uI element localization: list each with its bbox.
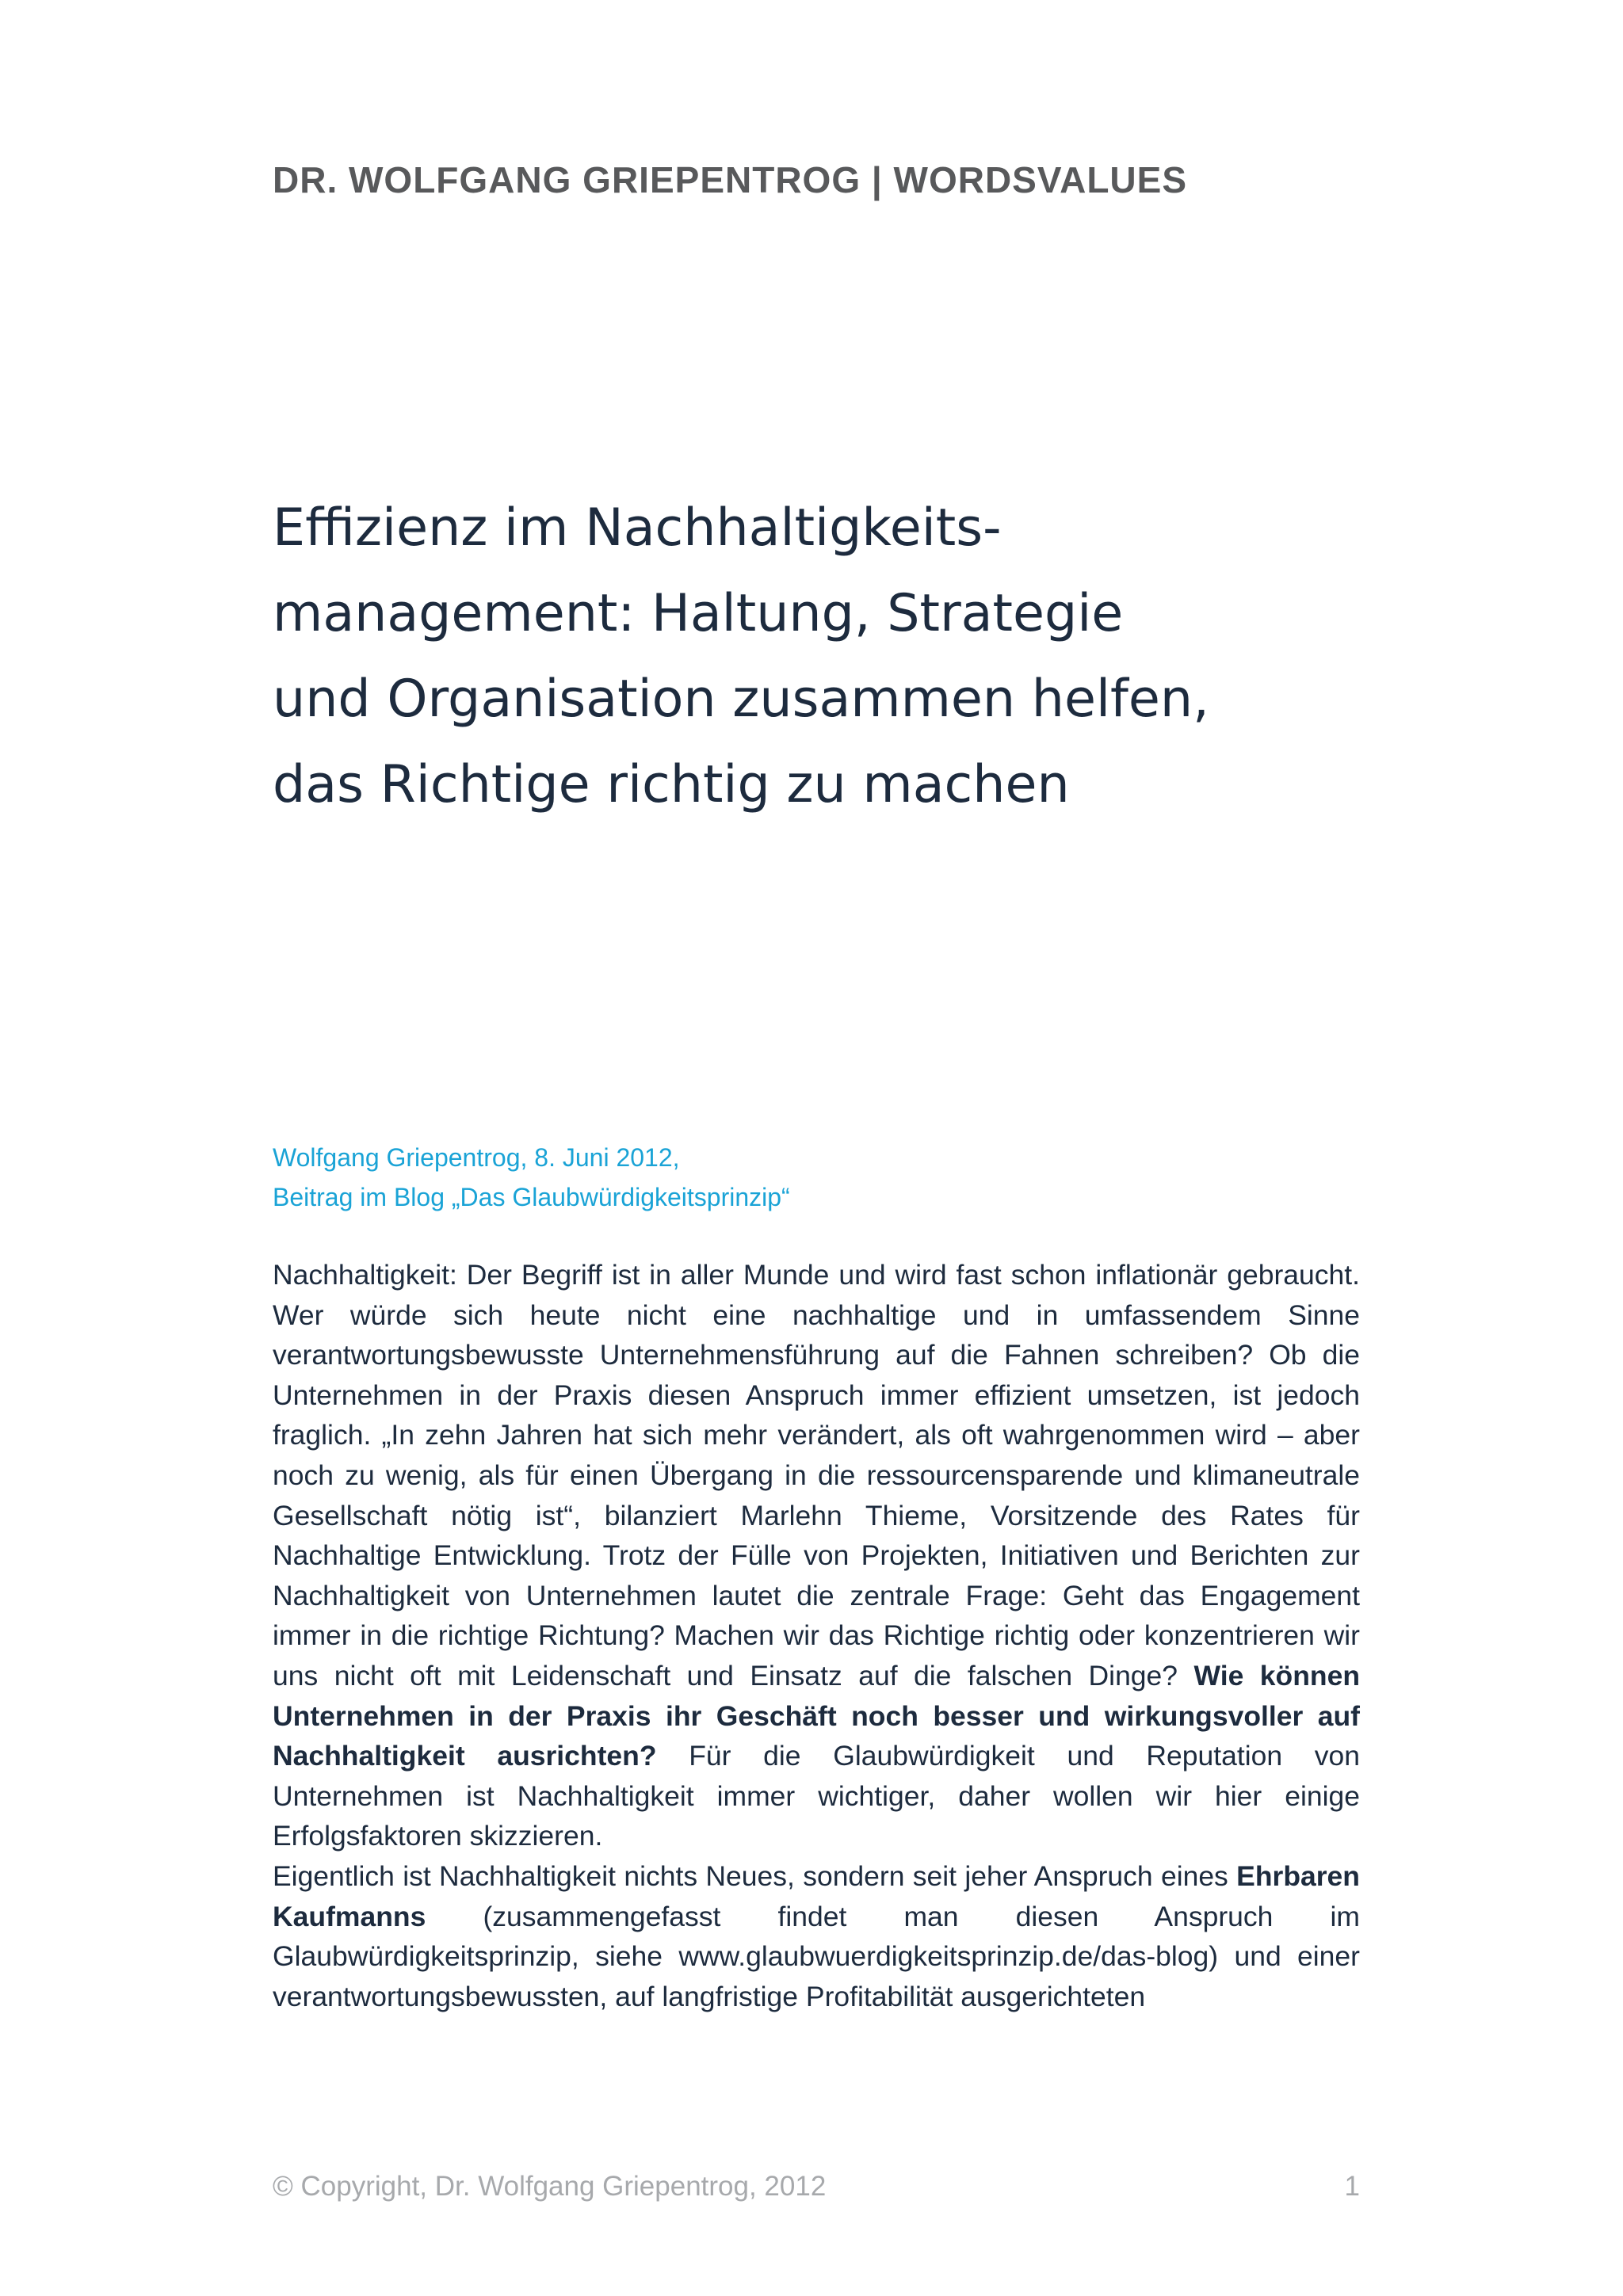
title-line: management: Haltung, Strategie [273,584,1124,643]
copyright-notice: © Copyright, Dr. Wolfgang Griepentrog, 2012 [273,2171,827,2202]
document-title [273,486,1382,828]
paragraph [273,1856,1360,2016]
title-line: Effizienz im Nachhaltigkeits- [273,498,1002,558]
paragraph-text: (zusammengefasst findet man diesen Anspruch im Glaubwürdigkeitsprinzip, siehe www.glaubwuerdigkeitsprinzip.de/das-blog) und einer verantwortungsbewussten, auf langfristige Profitabilität ausgerichteten [273,1900,1360,2012]
bold-question: Wie können Unternehmen in der Praxis ihr Geschäft noch besser und wirkungsvoller auf Nachhaltigkeit ausrichten? [273,1659,1361,1772]
author-date: Wolfgang Griepentrog, 8. Juni 2012, [273,1143,680,1172]
paragraph-text: Für die Glaubwürdigkeit und Reputation von Unternehmen ist Nachhaltigkeit immer wichtiger, daher wollen wir hier einige Erfolgsfaktoren skizzieren. [273,1740,1361,1852]
article-meta [273,1138,790,1217]
paragraph-text: Nachhaltigkeit: Der Begriff ist in aller Munde und wird fast schon inflationär gebraucht. Wer würde sich heute nicht eine nachhaltige und in umfassendem Sinne verantwortungsbewusste Unternehmensführung auf die Fahnen schreiben? Ob die Unternehmen in der Praxis diesen Anspruch immer effizient umsetzen, ist jedoch fraglich. „In zehn Jahren hat sich mehr verändert, als oft wahrgenommen wird – aber noch zu wenig, als für einen Übergang in die ressourcensparende und klimaneutrale Gesellschaft nötig ist“, bilanziert Marlehn Thieme, Vorsitzende des Rates für Nachhaltige Entwicklung. Trotz der Fülle von Projekten, Initiativen und Berichten zur Nachhaltigkeit von Unternehmen lautet die zentrale Frage: Geht das Engagement immer in die richtige Richtung? Machen wir das Richtige richtig oder konzentrieren wir uns nicht oft mit Leidenschaft und Einsatz auf die falschen Dinge? [273,1259,1360,1691]
title-line: und Organisation zusammen helfen, [273,669,1209,729]
article-source: Beitrag im Blog „Das Glaubwürdigkeitsprinzip“ [273,1183,790,1211]
page-footer [273,2171,1360,2203]
title-line: das Richtige richtig zu machen [273,755,1070,814]
document-header: DR. WOLFGANG GRIEPENTROG | WORDSVALUES [273,159,1188,200]
bold-term: Ehrbaren Kaufmanns [273,1859,1360,1932]
paragraph-text: Eigentlich ist Nachhaltigkeit nichts Neues, sondern seit jeher Anspruch eines [273,1859,1237,1892]
paragraph [273,1255,1360,1856]
page-number: 1 [1344,2171,1360,2202]
article-body [273,1255,1360,2016]
